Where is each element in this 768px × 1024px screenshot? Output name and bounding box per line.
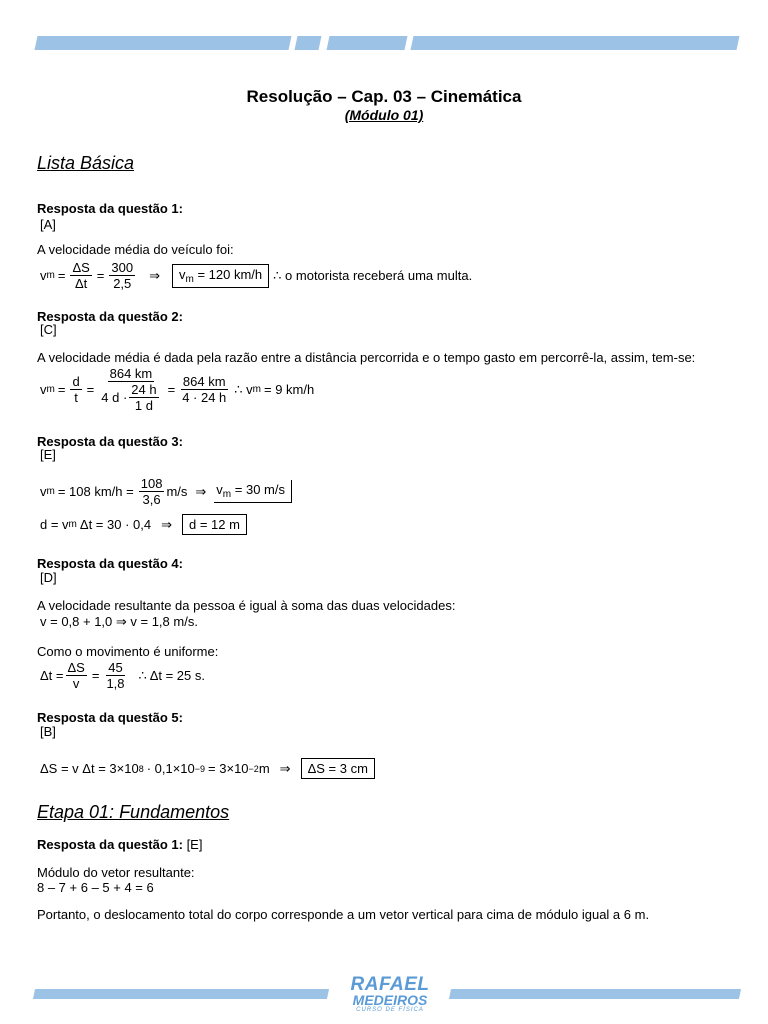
q2-frac-conversion: [99, 366, 162, 413]
q3-f-den: 3,6: [142, 492, 161, 507]
q3-eq2-sub: m: [68, 519, 77, 530]
q2-answer: [C]: [40, 322, 57, 337]
logo-tag: CURSO DE FÍSICA: [356, 1007, 424, 1013]
q1-label: Resposta da questão 1:: [37, 201, 183, 216]
q4-equation-2: Δt = $\frac{\Delta S}{v}$ = $\frac{45}{1,8}$ ∴ Δt = 25 s.: [40, 660, 205, 691]
q3-eq1-a: = 108 km/h =: [57, 484, 134, 499]
q1-arrow: ⇒: [149, 267, 160, 283]
q3-equation-1: v m = 108 km/h = $\frac{108}{3,6}$ m/s ⇒ $v_m = 30$ m/s: [40, 476, 292, 507]
q5-answer: [B]: [40, 724, 56, 739]
q3-eq2-b: Δt = 30 · 0,4: [79, 517, 152, 532]
q1-frac2-num: 300: [111, 260, 134, 275]
q2-result: ∴ v: [234, 381, 253, 397]
q5-box: ΔS = 3 cm: [301, 758, 375, 779]
q5-exp2: −9: [194, 763, 206, 774]
q1-box-rest: = 120 km/h: [197, 266, 263, 282]
q1-frac1-num: ΔS: [72, 260, 90, 275]
q1-equation: v m = $\frac{\Delta S}{\Delta t}$ = $\frac{300}{2,5}$ ⇒ $v_m = 120$ km/h ∴ o motorista receberá uma multa.: [40, 260, 473, 291]
q3-box1: v: [216, 482, 223, 497]
q2-equation: v m = $\frac{d}{t}$ = 864 km 4 d · $\frac{24 h}{1 d}$ = $\frac{864 km}{4 \cdot 24 h}$ ∴ v m = 9 km/h: [40, 366, 315, 413]
q4-frac-2: [104, 660, 126, 691]
q5-exp1: 8: [138, 763, 144, 774]
page-title: Resolução – Cap. 03 – Cinemática: [246, 87, 522, 106]
header-bar-2: [295, 36, 322, 50]
logo-line-2: MEDEIROS: [352, 992, 428, 1008]
page-subtitle: (Módulo 01): [344, 107, 424, 123]
q1-v-sub: m: [46, 270, 55, 281]
q5-exp3: −2: [248, 763, 259, 774]
q4-eq2-a: Δt =: [40, 668, 64, 683]
q2-f3-den: 4 · 24 h: [182, 390, 227, 405]
q1-frac-values: [109, 260, 135, 291]
q4-answer: [D]: [40, 570, 57, 585]
q4-label: Resposta da questão 4:: [37, 556, 183, 571]
q5-eq-a: ΔS = v Δt = 3×10: [40, 761, 139, 776]
q3-eq2-a: d = v: [40, 517, 69, 532]
q4-text-1: A velocidade resultante da pessoa é igual à soma das duas velocidades:: [37, 598, 456, 613]
q5-equation: [40, 758, 375, 779]
q1-v: v: [40, 268, 47, 283]
section-heading-etapa-01: Etapa 01: Fundamentos: [37, 802, 230, 822]
footer-bar-right: [449, 989, 741, 999]
q2-f2-den-a: 4 d ·: [101, 390, 128, 405]
q5-eq-c: = 3×10: [208, 761, 249, 776]
e1-answer: [E]: [186, 837, 203, 852]
q1-frac2-den: 2,5: [113, 276, 132, 291]
section-heading-lista-basica: Lista Básica: [37, 153, 135, 173]
q4-eq2-b: ∴ Δt = 25 s.: [138, 667, 205, 683]
brand-logo: [345, 976, 435, 1014]
q3-eq1-b: m/s: [166, 484, 188, 499]
q2-f2-num: 864 km: [109, 366, 153, 381]
q3-f-num: 108: [140, 476, 163, 491]
q3-result-box: [214, 480, 292, 503]
q1-box-sub: m: [185, 273, 194, 285]
q4-equation-1: v = 0,8 + 1,0 ⇒ v = 1,8 m/s.: [40, 614, 198, 629]
q5-eq-d: m: [258, 761, 270, 776]
q2-f2-den: [99, 382, 162, 413]
q3-answer: [E]: [40, 447, 56, 462]
q5-arrow: ⇒: [279, 760, 291, 776]
q1-frac1-den: Δt: [74, 276, 88, 291]
q3-frac: [139, 476, 165, 507]
e1-text-1: Módulo do vetor resultante:: [37, 865, 195, 880]
q4-text-2: Como o movimento é uniforme:: [37, 644, 219, 659]
q3-box1-rest: = 30 m/s: [234, 482, 285, 497]
q4-f2-den: 1,8: [106, 676, 125, 691]
q2-inner-frac: [129, 382, 158, 413]
q5-eq-b: · 0,1×10: [146, 761, 195, 776]
q4-f2-num: 45: [108, 660, 123, 675]
q4-frac-1: [66, 660, 87, 691]
e1-label: Resposta da questão 1:: [37, 837, 183, 852]
q2-f1-den: t: [74, 390, 78, 405]
q2-result-rest: = 9 km/h: [264, 382, 315, 397]
logo-line-1: RAFAEL: [350, 974, 430, 995]
e1-text-2: Portanto, o deslocamento total do corpo corresponde a um vetor vertical para cima de módulo igual a 6 m.: [37, 907, 650, 922]
q1-result-box: [172, 264, 269, 288]
q2-f3-num: 864 km: [182, 374, 226, 389]
q5-label: Resposta da questão 5:: [37, 710, 183, 725]
q2-f1-num: d: [72, 374, 80, 389]
q3-arrow: ⇒: [195, 483, 207, 499]
q1-frac-ds-dt: [70, 260, 91, 291]
q1-box-v: v: [179, 266, 186, 282]
q4-f1-den: v: [72, 676, 80, 691]
header-bar-4: [411, 36, 740, 50]
q2-text: A velocidade média é dada pela razão entre a distância percorrida e o tempo gasto em percorrê-la, assim, tem-se:: [37, 350, 696, 365]
q1-answer: [A]: [40, 217, 56, 232]
q2-frac-result: [180, 374, 228, 405]
q2-inner-den: 1 d: [134, 398, 153, 413]
q2-label: Resposta da questão 2:: [37, 309, 183, 324]
q3-equation-2: d = v m Δt = 30 · 0,4 ⇒ d = 12 m: [40, 514, 247, 535]
e1-equation: 8 – 7 + 6 – 5 + 4 = 6: [37, 880, 154, 895]
q1-text: A velocidade média do veículo foi:: [37, 242, 234, 257]
q3-box1-sub: m: [222, 489, 232, 500]
header-bar-3: [327, 36, 408, 50]
q4-f1-num: ΔS: [67, 660, 85, 675]
e1-answer-line: [37, 837, 202, 853]
q2-frac-d-t: [70, 374, 81, 405]
footer-bar-left: [33, 989, 329, 999]
header-bar-1: [35, 36, 292, 50]
q3-box2: d = 12 m: [182, 514, 247, 535]
q2-result-sub: m: [252, 384, 262, 395]
q3-label: Resposta da questão 3:: [37, 434, 183, 449]
q1-conclusion: ∴ o motorista receberá uma multa.: [273, 267, 473, 283]
q2-inner-num: 24 h: [131, 382, 157, 397]
